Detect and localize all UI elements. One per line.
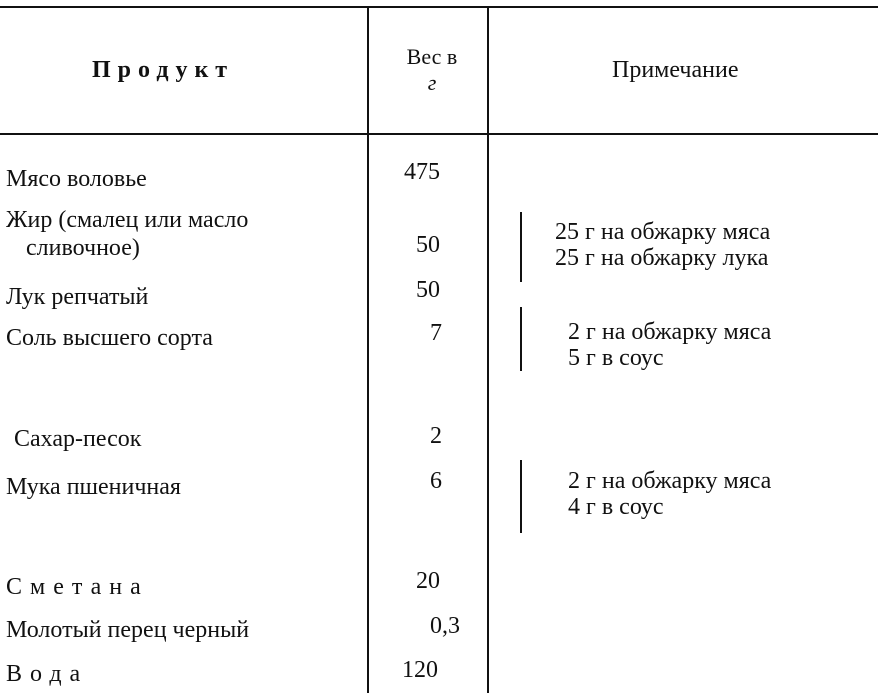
header-bottom-rule — [0, 133, 878, 135]
product-cell: Вода — [6, 661, 89, 687]
header-note: Примечание — [612, 57, 739, 83]
header-weight-line2: г — [427, 70, 437, 95]
weight-cell: 120 — [402, 657, 438, 683]
product-cell: Сметана — [6, 574, 149, 600]
note-line: 5 г в соус — [568, 345, 664, 371]
product-cell: Молотый перец черный — [6, 617, 250, 643]
product-cell: Лук репчатый — [6, 284, 149, 310]
top-rule — [0, 6, 878, 8]
product-cell: Жир (смалец или масло — [6, 207, 249, 233]
column-divider-1 — [367, 8, 369, 693]
note-line: 2 г на обжарку мяса — [568, 319, 772, 345]
note-line: 25 г на обжарку лука — [555, 245, 769, 271]
weight-cell: 2 — [430, 423, 442, 449]
header-weight-line1: Вес в — [406, 44, 458, 69]
weight-cell: 50 — [416, 232, 440, 258]
product-cell: Сахар-песок — [14, 426, 142, 452]
header-product: Продукт — [92, 57, 235, 83]
weight-cell: 475 — [404, 159, 440, 185]
note-line: 4 г в соус — [568, 494, 664, 520]
product-cell-line2: сливочное) — [26, 235, 140, 261]
note-bracket — [520, 212, 522, 282]
weight-cell: 20 — [416, 568, 440, 594]
note-line: 25 г на обжарку мяса — [555, 219, 771, 245]
note-bracket — [520, 460, 522, 533]
product-cell: Мясо воловье — [6, 166, 147, 192]
weight-cell: 0,3 — [430, 613, 460, 639]
weight-cell: 6 — [430, 468, 442, 494]
weight-cell: 50 — [416, 277, 440, 303]
weight-cell: 7 — [430, 320, 442, 346]
note-line: 2 г на обжарку мяса — [568, 468, 772, 494]
note-bracket — [520, 307, 522, 371]
column-divider-2 — [487, 8, 489, 693]
product-cell: Мука пшеничная — [6, 474, 181, 500]
product-cell: Соль высшего сорта — [6, 325, 213, 351]
